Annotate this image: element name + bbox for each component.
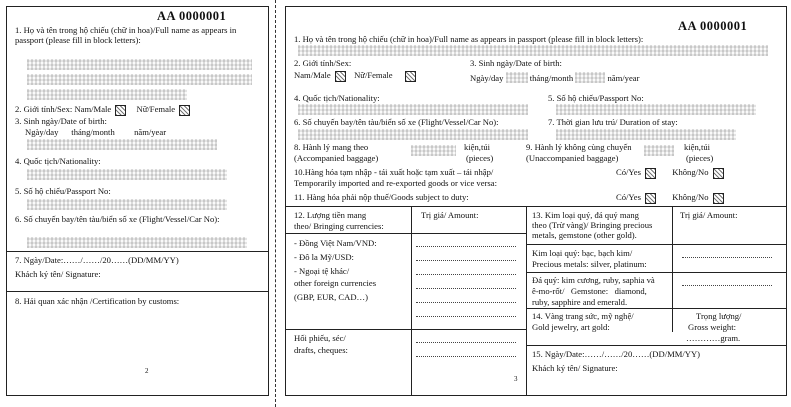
passport-value[interactable] (556, 104, 756, 115)
gems-amount-field[interactable] (682, 285, 772, 286)
gold-en: Gold jewelry, art gold: (532, 322, 610, 332)
customs-certification-label: 8. Hải quan xác nhận /Certification by customs: (15, 296, 180, 306)
field-nationality-label: 4. Quốc tịch/Nationality: (15, 156, 101, 166)
other-amount-field-4[interactable] (416, 316, 516, 317)
no-label: Không/No (672, 192, 709, 202)
full-name-value-3[interactable] (27, 89, 187, 100)
currencies-en: theo/ Bringing currencies: (294, 221, 384, 231)
field-duty-goods-label: 11. Hàng hóa phải nộp thuế/Goods subject to duty: (294, 192, 469, 202)
field-date-label: 15. Ngày/Date:……/……/20……(DD/MM/YY) (532, 349, 701, 359)
gemstones-label: Đá quý: kim cương, ruby, saphia và (532, 275, 655, 285)
precious-metals-en: metals, gemstone (other gold). (532, 230, 637, 241)
field-precious-metals-label (532, 210, 672, 240)
duty-no-checkbox[interactable] (713, 193, 724, 204)
female-label: Nữ/Female (136, 104, 176, 114)
gemstones-en: ê-mo-rốt/ Gemstone: diamond, (532, 286, 647, 296)
female-checkbox[interactable] (179, 105, 190, 116)
field-date-label: 7. Ngày/Date:……/……/20……(DD/MM/YY) (15, 255, 179, 265)
nationality-value[interactable] (298, 104, 528, 115)
metals-amount-header: Trị giá/ Amount: (680, 210, 738, 220)
flight-value[interactable] (298, 129, 528, 140)
full-name-value-2[interactable] (27, 74, 252, 85)
duty-goods-yes (616, 192, 724, 204)
other-currency-label: - Ngoại tệ khác/ (294, 266, 350, 276)
field-duration-label: 7. Thời gian lưu trú/ Duration of stay: (548, 117, 678, 127)
male-checkbox[interactable] (115, 105, 126, 116)
field-passport-label: 5. Số hộ chiếu/Passport No: (548, 93, 644, 103)
signature-label: Khách ký tên/ Signature: (532, 363, 618, 373)
female-label: Nữ/Female (354, 70, 393, 80)
divider (7, 251, 268, 252)
other-amount-field-2[interactable] (416, 288, 516, 289)
other-amount-field-3[interactable] (416, 302, 516, 303)
pieces-label: kiện,túi (684, 142, 711, 152)
left-declaration-page (6, 6, 269, 396)
field-nationality-label: 4. Quốc tịch/Nationality: (294, 93, 380, 103)
yes-label: Có/Yes (616, 192, 641, 202)
cheques-en: drafts, cheques: (294, 345, 348, 355)
male-label: Nam/Male (294, 70, 331, 80)
field-sex-label (15, 104, 190, 116)
usd-label: - Đô la Mỹ/USD: (294, 252, 354, 262)
right-declaration-page (285, 6, 787, 396)
table-center-divider (526, 206, 527, 395)
page-number: 3 (514, 375, 518, 383)
divider (526, 244, 786, 245)
gemstones-list: ruby, sapphire and emerald. (532, 297, 628, 307)
dob-parts (470, 70, 639, 83)
usd-amount-field[interactable] (416, 260, 516, 261)
full-name-value[interactable] (298, 45, 768, 56)
passport-value[interactable] (27, 199, 227, 210)
field-dob-label: 3. Sinh ngày/Date of birth: (470, 58, 562, 68)
temp-import-yes-checkbox[interactable] (645, 168, 656, 179)
vnd-label: - Đồng Việt Nam/VND: (294, 238, 377, 248)
pieces-label-en: (pieces) (686, 153, 714, 163)
silver-platinum-en: Precious metals: silver, platinum: (532, 259, 647, 269)
field-gold-label: 14. Vàng trang sức, mỹ nghệ/ (532, 311, 634, 321)
page-number: 2 (145, 367, 149, 375)
field-flight-label: 6. Số chuyến bay/tên tàu/biển số xe (Flight/Vessel/Car No): (15, 214, 220, 224)
metals-column-divider (672, 206, 673, 332)
full-name-value[interactable] (27, 59, 252, 70)
vnd-amount-field[interactable] (416, 246, 516, 247)
dob-day-value[interactable] (506, 72, 528, 83)
precious-metals-vi: 13. Kim loại quý, đá quý mang (532, 210, 639, 220)
dob-parts: Ngày/day tháng/month năm/year (25, 127, 167, 137)
signature-label: Khách ký tên/ Signature: (15, 269, 101, 279)
currency-amount-header: Trị giá/ Amount: (421, 210, 479, 220)
dob-month-value[interactable] (575, 72, 605, 83)
temp-import-yes (616, 167, 724, 179)
dob-day-label: Ngày/day (470, 73, 504, 83)
gold-weight-field[interactable]: …………gram. (686, 333, 741, 343)
field-passport-label: 5. Số hộ chiếu/Passport No: (15, 186, 111, 196)
field-accompanied-baggage-label: 8. Hành lý mang theo (294, 142, 369, 152)
yes-label: Có/Yes (616, 167, 641, 177)
duty-yes-checkbox[interactable] (645, 193, 656, 204)
other-amount-field-1[interactable] (416, 274, 516, 275)
field-sex-label: 2. Giới tính/Sex: (294, 58, 352, 68)
other-currency-en: other foreign currencies (294, 278, 377, 288)
divider (526, 345, 786, 346)
precious-metals-vi-2: theo (Trừ vàng)/ Bringing precious (532, 220, 653, 231)
silver-platinum-label: Kim loại quý: bạc, bạch kim/ (532, 248, 633, 258)
form-code: AA 0000001 (157, 9, 227, 23)
divider (7, 291, 268, 292)
unaccompanied-pieces-value[interactable] (644, 145, 674, 156)
no-label: Không/No (672, 167, 709, 177)
accompanied-baggage-en: (Accompanied baggage) (294, 153, 379, 163)
form-code: AA 0000001 (678, 19, 748, 33)
female-checkbox[interactable] (405, 71, 416, 82)
dob-year-label: năm/year (607, 73, 640, 83)
cheques-label: Hối phiếu, séc/ (294, 333, 346, 343)
table-top-border (286, 206, 786, 207)
cheques-amount-field[interactable] (416, 342, 516, 343)
currency-column-divider (411, 206, 412, 395)
field-full-name-label: 1. Họ và tên trong hộ chiếu (chữ in hoa)/Full name as appears in passport (please fill in block letters): (294, 34, 644, 44)
divider (286, 329, 526, 330)
pieces-label: kiện,túi (464, 142, 491, 152)
nationality-value[interactable] (27, 169, 227, 180)
divider (526, 272, 786, 273)
dob-month-label: tháng/month (529, 73, 574, 83)
gross-weight-label: Trọng lượng/ (696, 311, 742, 321)
sex-label: 2. Giới tính/Sex: (15, 104, 73, 114)
field-currencies-label: 12. Lượng tiền mang (294, 210, 367, 220)
divider (286, 233, 526, 234)
flight-value[interactable] (27, 237, 247, 248)
temp-import-en: Temporarily imported and re-exported goods or vice versa: (294, 178, 497, 188)
metals-amount-field[interactable] (682, 257, 772, 258)
duration-value[interactable] (556, 129, 736, 140)
pieces-label-en: (pieces) (466, 153, 494, 163)
male-checkbox[interactable] (335, 71, 346, 82)
temp-import-no-checkbox[interactable] (713, 168, 724, 179)
dob-value[interactable] (27, 139, 217, 150)
field-unaccompanied-baggage-label: 9. Hành lý không cùng chuyến (526, 142, 632, 152)
sex-options (294, 70, 416, 82)
fold-line (275, 0, 276, 407)
field-dob-label: 3. Sinh ngày/Date of birth: (15, 116, 107, 126)
accompanied-pieces-value[interactable] (411, 145, 456, 156)
field-temp-import-label: 10.Hàng hóa tạm nhập - tái xuất hoặc tạm xuất – tái nhập/ (294, 167, 494, 177)
field-flight-label: 6. Số chuyến bay/tên tàu/biển số xe (Flight/Vessel/Car No): (294, 117, 499, 127)
unaccompanied-baggage-en: (Unaccompanied baggage) (526, 153, 619, 163)
gross-weight-en: Gross weight: (688, 322, 736, 332)
field-full-name-label: 1. Họ và tên trong hộ chiếu (chữ in hoa)/Full name as appears in passport (please fill in block letters): (15, 25, 237, 46)
cheques-amount-field-2[interactable] (416, 356, 516, 357)
other-currency-examples: (GBP, EUR, CAD…) (294, 292, 369, 302)
male-label: Nam/Male (74, 104, 112, 114)
divider (526, 308, 786, 309)
